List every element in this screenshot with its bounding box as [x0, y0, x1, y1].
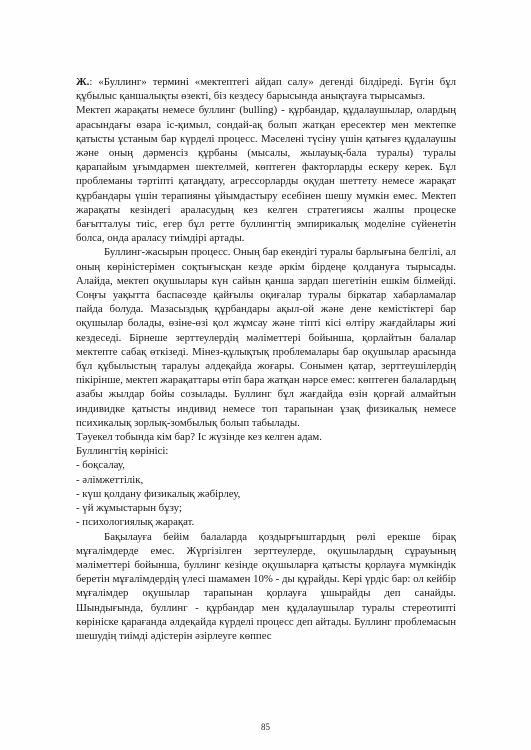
list-item: - үй жұмыстарын бұзу; [76, 502, 182, 515]
paragraph-risk-group: Тәуекел тобында кім бар? Іс жүзінде кез келген адам. [76, 431, 322, 444]
list-heading: Буллингтің көрінісі: [76, 445, 169, 458]
list-item: - боқсалау, [76, 459, 125, 472]
list-item: - психологиялық жарақат. [76, 516, 195, 529]
paragraph-teachers: Бақылауға бейім балаларда қоздырғыштардың рөлі ерекше бірақ мұғалімдерде емес. Жүргізілген зерттеулерде, оқушылардың сұрауының мәліметтері бойынша, буллинг кезінде оқушыларға қатысты қорлауға мүмкіндік беретін мұғалімдердің үлесі шамамен 10% - ды құрайды. Кері үрдіс бар: ол кейбір мұғалімдер оқушылар тарапынан қорлауға ұшырайды деп санайды. Шындығында, буллинг - құрбандар мен құдалаушылар туралы стереотипті көрініске қарағанда әлдеқайда күрделі процесс деп айтады. Буллинг проблемасын шешудің тиімді әдістерін әзірлеуге көппес [76, 530, 456, 642]
speaker-label: Ж. [76, 76, 90, 88]
page-number: 85 [261, 722, 270, 732]
list-item: - күш қолдану физикалық жәбірлеу, [76, 487, 241, 500]
list-item: - әлімжеттілік, [76, 473, 144, 486]
document-body [76, 75, 456, 643]
paragraph-hidden-process: Буллинг-жасырын процесс. Оның бар екендігі туралы барлығына белгілі, ал оның көріністерімен соқтығысқан кезде әркім бірдеңе қолдануға тырысады. Алайда, мектеп оқушылары күн сайын қанша зардап шегетінін ешкім білмейді. Соңғы уақытта баспасөзде қайғылы оқиғалар туралы біркатар хабарламалар пайда болуда. Мазасыздық құрбандары ақыл-ой және дене кемістіктері бар оқушылар болады, өзіне-өзі қол жұмсау және тіпті кісі өлтіру жағдайлары жиі кездеседі. Бірнеше зерттеулердің мәліметтері бойынша, қорлайтын балалар мектепте сабақ өткізеді. Мінез-құлықтық проблемалары бар оқушылар арасында бұл құбылыстың таралуы әлдеқайда жоғары. Сонымен қатар, зерттеушілердің пікірінше, мектеп жарақаттары өтіп бара жатқан нәрсе емес: көптеген балалардың азабы жылдар бойы созылады. Буллинг бұл жағдайда өзін қорғай алмайтын индивидке қатысты индивид немесе топ тарапынан ұзақ физикалық немесе психикалық зорлық-зомбылық болып табылады. [76, 246, 456, 429]
paragraph-intro-text: : «Буллинг» термині «мектептегі айдап салу» дегенді білдіреді. Бүгін бұл құбылыс қаншалықты өзекті, біз кездесу барысында анықтауға тырысамыз. [76, 76, 456, 103]
paragraph-intro [76, 75, 456, 103]
paragraph-definition: Мектеп жарақаты немесе буллинг (bulling) - құрбандар, құдалаушылар, олардың арасындағы өзара іс-қимыл, сондай-ақ болып жатқан ересектер мен мектепке қатысты ұстаным бар күрделі процесс. Мәселені түсіну үшін қатығез құдалаушы және оның дәрменсіз құрбаны (мысалы, жылауық-бала туралы) туралы қарапайым ұғымдармен шектелмей, көптеген факторларды ескеру керек. Бұл проблеманы тәртіпті қатаңдату, агрессорларды оқудан шеттету немесе жарақат құрбандары үшін терапияны ұйымдастыру есебінен шешу мүмкін емес. Мектеп жарақаты кезіндегі араласудың кез келген стратегиясы жалпы процеске бағытталуы тиіс, егер бұл ретте буллингтің эмпирикалық моделіне сүйенетін болса, онда араласу тиімдірі артады. [76, 104, 456, 245]
